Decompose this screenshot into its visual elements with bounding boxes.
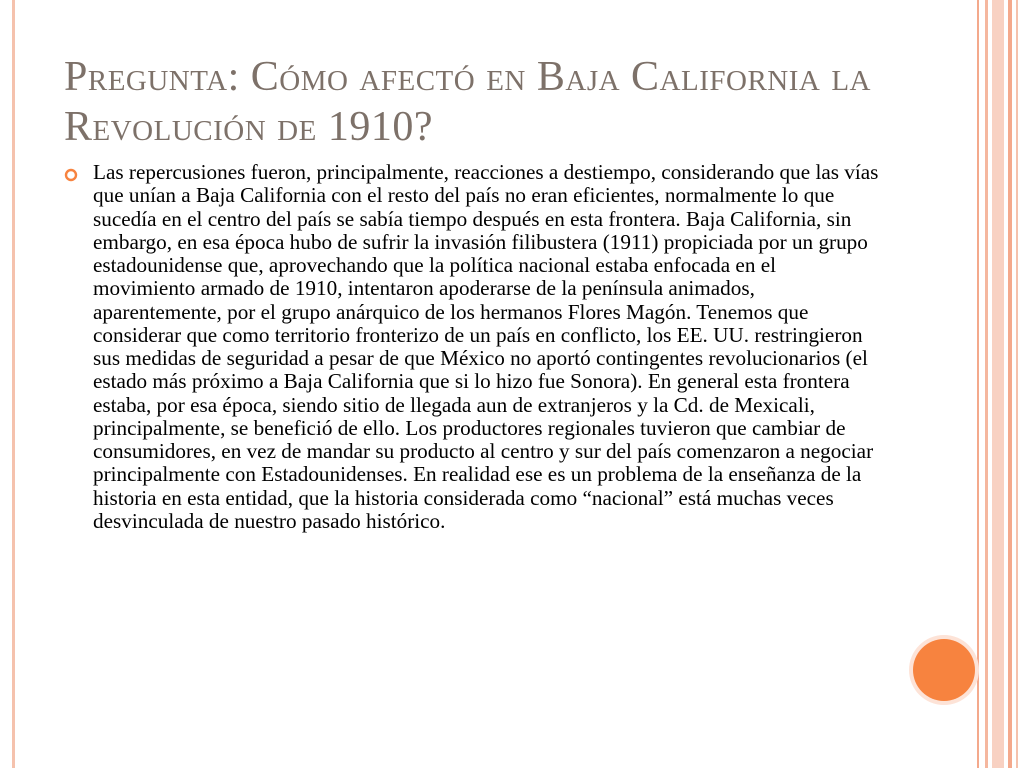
- frame-right-line-3: [1008, 0, 1012, 768]
- frame-right-line-2: [985, 0, 988, 768]
- slide-title: Pregunta: Cómo afectó en Baja California la Revolución de 1910?: [64, 54, 872, 150]
- bullet-text: Las repercusiones fueron, principalmente, reacciones a destiempo, considerando que las vías que unían a Baja California con el resto del país no eran eficientes, normalmente lo que sucedía en el centro del país se sabía tiempo después en esta frontera. Baja California, sin embargo, en esa época hubo de sufrir la invasión filibustera (1911) propiciada por un grupo estadounidense que, aprovechando que la política nacional estaba enfocada en el movimiento armado de 1910, intentaron apoderarse de la península animados, aparentemente, por el grupo anárquico de los hermanos Flores Magón. Tenemos que considerar que como territorio fronterizo de un país en conflicto, los EE. UU. restringieron sus medidas de seguridad a pesar de que México no aportó contingentes revolucionarios (el estado más próximo a Baja California que si lo hizo fue Sonora). En general esta frontera estaba, por esa época, siendo sitio de llegada aun de extranjeros y la Cd. de Mexicali, principalmente, se benefició de ello. Los productores regionales tuvieron que cambiar de consumidores, en vez de mandar su producto al centro y sur del país comenzaron a negociar principalmente con Estadounidenses. En realidad ese es un problema de la enseñanza de la historia en esta entidad, que la historia considerada como “nacional” está muchas veces desvinculada de nuestro pasado histórico.: [93, 160, 879, 533]
- frame-right-line-4: [1016, 0, 1018, 768]
- frame-right-band: [992, 0, 1004, 768]
- hollow-circle-bullet-icon: [64, 168, 78, 182]
- frame-left-line: [12, 0, 15, 768]
- frame-right-line-1: [977, 0, 979, 768]
- decorative-orange-circle: [913, 639, 975, 701]
